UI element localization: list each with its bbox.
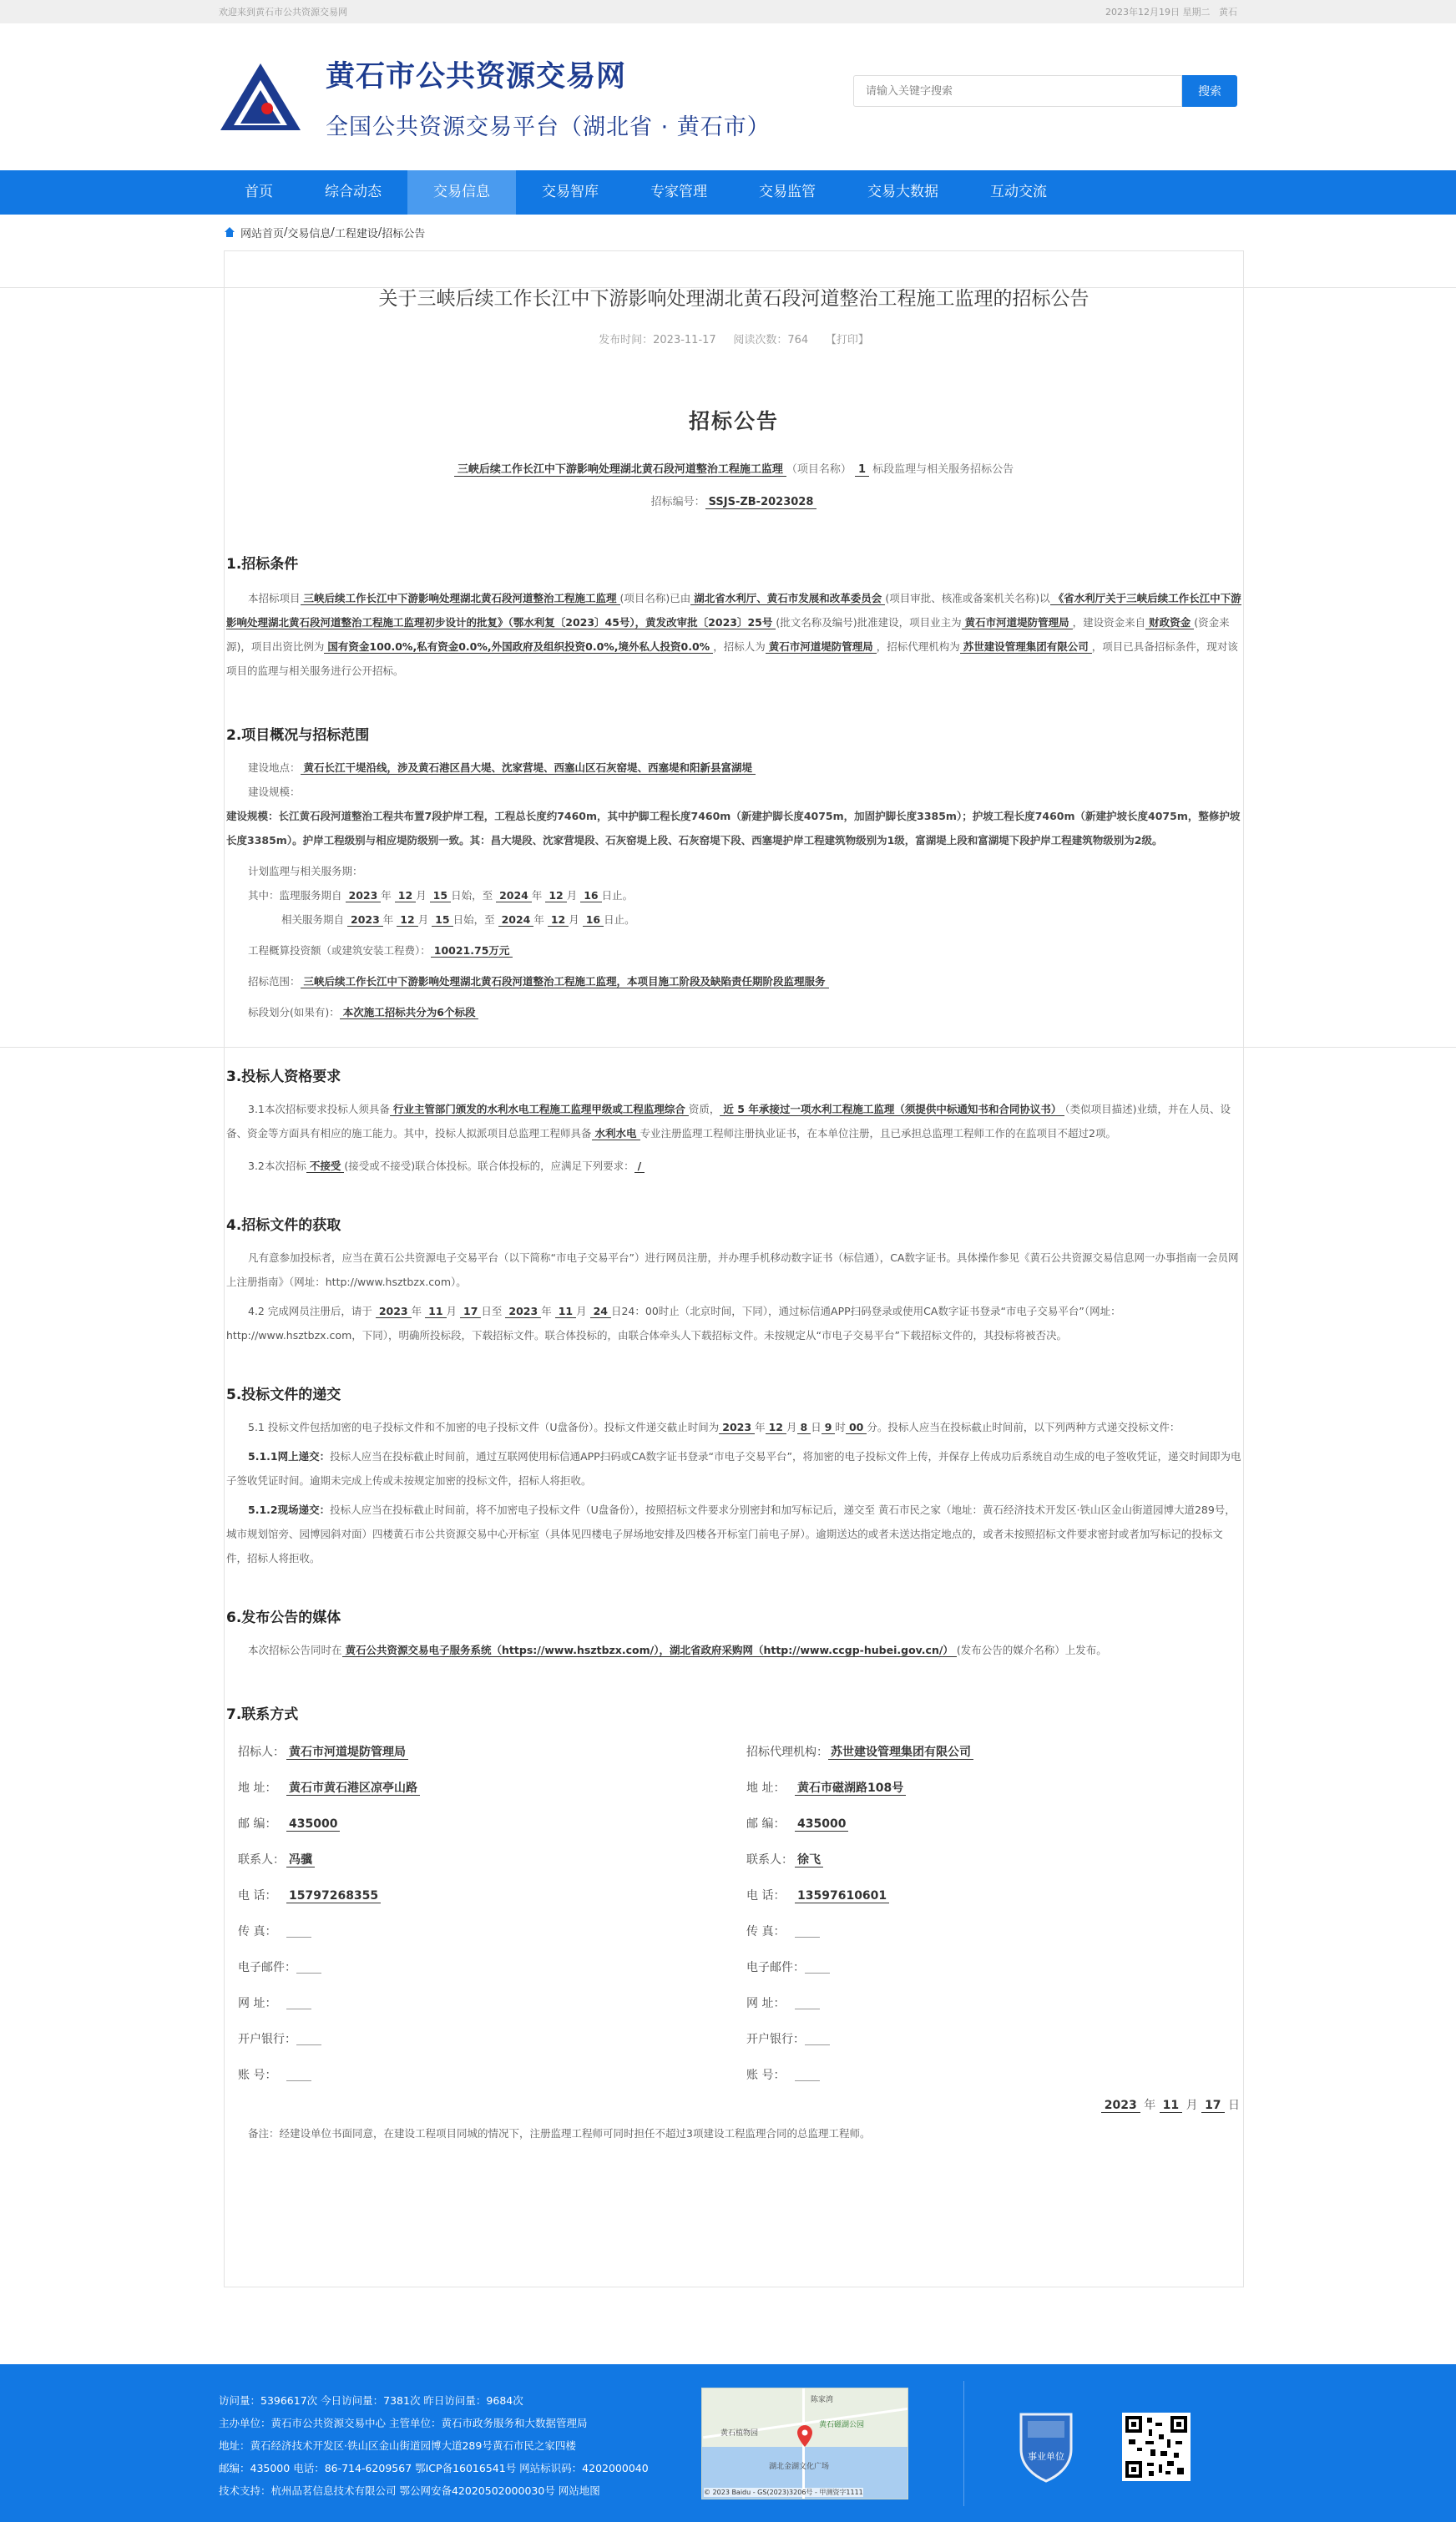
contact-row bbox=[746, 1771, 1243, 1807]
day: 17 bbox=[1201, 2099, 1224, 2113]
publish-date: 2023-11-17 bbox=[653, 334, 716, 346]
site-value: 黄石长江干堤沿线，涉及黄石港区昌大堤、沈家营堤、西塞山区石灰窑堤、西塞堤和阳新县富湖堤 bbox=[301, 761, 756, 775]
search-input[interactable] bbox=[853, 75, 1182, 107]
text: (批文名称及编号)批准建设，项目业主为 bbox=[776, 616, 962, 629]
text: 专业注册监理工程师注册执业证书，在本单位注册，且已承担总监理工程师工作的在监项目不超过2项。 bbox=[640, 1127, 1116, 1140]
contact-row bbox=[238, 1878, 735, 1914]
nav-item-think-tank[interactable]: 交易智库 bbox=[542, 184, 599, 200]
text: 投标人应当在投标截止时间前，通过互联网使用标信通APP扫码或CA数字证书登录“市电子交易平台”，将加密的电子投标文件上传，并保存上传成功后系统自动生成的电子签收凭证，递交时间即为电子签收凭证时间。逾期未完成上传或未按规定加密的投标文件，招标人将拒收。 bbox=[226, 1450, 1241, 1487]
footer-organizer: 主办单位：黄石市公共资源交易中心 主管单位：黄石市政务服务和大数据管理局 bbox=[219, 2417, 588, 2429]
contact-label: 传 真： bbox=[238, 1925, 277, 1938]
section-5 bbox=[225, 1382, 1243, 1570]
contact-label: 招标代理机构： bbox=[746, 1746, 828, 1759]
contact-row bbox=[238, 2058, 735, 2094]
contact-label: 招标人： bbox=[238, 1746, 285, 1759]
text: 本次招标公告同时在 bbox=[248, 1644, 342, 1656]
contact-label: 联系人： bbox=[238, 1853, 285, 1867]
month: 12 bbox=[397, 913, 417, 927]
contact-blank bbox=[286, 2070, 311, 2081]
day: 15 bbox=[432, 913, 452, 927]
qualification-2 bbox=[226, 1154, 1243, 1178]
contact-row bbox=[238, 1986, 735, 2022]
top-date bbox=[1105, 5, 1237, 18]
tender-code: SSJS-ZB-2023028 bbox=[705, 496, 817, 509]
emblem-text: 事业单位 bbox=[1028, 2451, 1064, 2462]
day: 24 bbox=[590, 1305, 611, 1318]
contact-blank bbox=[795, 1998, 820, 2009]
contact-label: 电子邮件： bbox=[746, 1961, 805, 1974]
search-button[interactable]: 搜索 bbox=[1182, 75, 1237, 107]
tenderer-contact bbox=[226, 1735, 735, 2094]
contact-label: 电子邮件： bbox=[238, 1961, 296, 1974]
nav-item-trading-info[interactable]: 交易信息 bbox=[407, 170, 516, 215]
text: ，招标人为 bbox=[713, 640, 766, 653]
fund-ratio: 国有资金100.0%,私有资金0.0%,外国政府及组织投资0.0%,境外私人投资0.0% bbox=[324, 640, 713, 654]
section-title: 3.投标人资格要求 bbox=[226, 1069, 341, 1085]
year: 2023 bbox=[505, 1305, 541, 1318]
contact-row bbox=[746, 2022, 1243, 2058]
nav-item-interaction[interactable]: 互动交流 bbox=[990, 184, 1047, 200]
qualification-1 bbox=[226, 1097, 1243, 1145]
contact-row bbox=[746, 1950, 1243, 1986]
contact-label: 传 真： bbox=[746, 1925, 786, 1938]
contact-row bbox=[238, 1771, 735, 1807]
fund-source: 财政资金 bbox=[1145, 616, 1194, 629]
submit-para-2 bbox=[226, 1444, 1243, 1493]
section-title: 2.项目概况与招标范围 bbox=[226, 727, 370, 744]
city-text: 黄石 bbox=[1219, 7, 1237, 18]
views-label: 阅读次数： bbox=[733, 334, 788, 346]
section-title: 1.招标条件 bbox=[226, 556, 299, 573]
year: 2023 bbox=[719, 1421, 755, 1434]
day: 15 bbox=[430, 889, 451, 902]
footer-visits: 访问量：5396617次 今日访问量：7381次 昨日访问量：9684次 bbox=[219, 2394, 523, 2407]
breadcrumb-tender-notice[interactable]: 招标公告 bbox=[382, 227, 426, 240]
label: 5.1.1网上递交： bbox=[248, 1450, 331, 1463]
contact-row bbox=[746, 1878, 1243, 1914]
contact-label: 网 址： bbox=[746, 1997, 786, 2010]
qr-code bbox=[1122, 2413, 1191, 2481]
year: 2024 bbox=[498, 913, 534, 927]
section-title: 7.联系方式 bbox=[226, 1706, 299, 1723]
contact-grid bbox=[226, 1735, 1243, 2094]
year: 2023 bbox=[347, 913, 383, 927]
code-label: 招标编号： bbox=[650, 496, 705, 508]
day: 16 bbox=[583, 913, 604, 927]
site-subtitle: 全国公共资源交易平台（湖北省 · 黄石市） bbox=[326, 114, 771, 140]
contact-row bbox=[238, 1735, 735, 1771]
project-name: 三峡后续工作长江中下游影响处理湖北黄石段河道整治工程施工监理 bbox=[454, 463, 786, 477]
footer-support: 技术支持：杭州品茗信息技术有限公司 鄂公网安备42020502000030号 网站地图 bbox=[219, 2484, 600, 2497]
nav-item-experts[interactable]: 专家管理 bbox=[650, 184, 707, 200]
contact-label: 联系人： bbox=[746, 1853, 793, 1867]
text: 5.1 投标文件包括加密的电子投标文件和不加密的电子投标文件（U盘备份）。投标文件递交截止时间为 bbox=[248, 1421, 720, 1433]
contact-label: 开户银行： bbox=[238, 2033, 296, 2046]
contact-label: 账 号： bbox=[238, 2069, 277, 2082]
notice-date: 2023 年 11 月 17 日 bbox=[226, 2094, 1243, 2118]
consortium-accept: 不接受 bbox=[306, 1160, 345, 1173]
contact-value: 冯骥 bbox=[286, 1853, 315, 1867]
site-line bbox=[226, 756, 1243, 780]
label: 招标范围： bbox=[248, 975, 301, 988]
contact-value: 435000 bbox=[286, 1817, 340, 1832]
year: 2023 bbox=[1101, 2099, 1140, 2113]
contact-blank bbox=[286, 1926, 311, 1938]
text: (资金来源)，项目出资比例为 bbox=[226, 616, 1230, 653]
contact-row bbox=[238, 1842, 735, 1878]
contact-blank bbox=[296, 2034, 321, 2045]
section-4 bbox=[225, 1213, 1243, 1347]
month: 12 bbox=[395, 889, 416, 902]
map-pin-icon bbox=[797, 2425, 812, 2447]
label: 5.1.2现场递交： bbox=[248, 1504, 331, 1516]
contact-row bbox=[746, 1842, 1243, 1878]
contact-label: 账 号： bbox=[746, 2069, 786, 2082]
section-title: 5.投标文件的递交 bbox=[226, 1387, 341, 1403]
site-footer bbox=[0, 2364, 1456, 2522]
contact-value: 黄石市河道堤防管理局 bbox=[286, 1746, 408, 1760]
estimate-value: 10021.75万元 bbox=[431, 944, 513, 958]
section-1 bbox=[225, 552, 1243, 683]
contact-row bbox=[238, 1914, 735, 1950]
nav-item-big-data[interactable]: 交易大数据 bbox=[867, 184, 938, 200]
lots-value: 本次施工招标共分为6个标段 bbox=[340, 1006, 479, 1019]
contact-row bbox=[746, 1807, 1243, 1842]
media-para bbox=[226, 1638, 1243, 1662]
text: ，建设资金来自 bbox=[1072, 616, 1146, 629]
note: 备注：经建设单位书面同意，在建设工程项目同城的情况下，注册监理工程师可同时担任不超过3项建设工程监理合同的总监理工程师。 bbox=[248, 2127, 871, 2140]
footer-contact: 邮编：435000 电话：86-714-6209567 鄂ICP备16016541号 网站标识码：4202000040 bbox=[219, 2462, 649, 2474]
contact-blank bbox=[296, 1962, 321, 1974]
site-logo-icon[interactable] bbox=[219, 62, 302, 132]
major: 水利水电 bbox=[592, 1127, 640, 1140]
contact-row bbox=[746, 1735, 1243, 1771]
contact-row bbox=[238, 1807, 735, 1842]
tender-code-line bbox=[225, 493, 1243, 508]
month: 12 bbox=[545, 889, 566, 902]
contact-label: 开户银行： bbox=[746, 2033, 805, 2046]
text: (发布公告的媒介名称）上发布。 bbox=[956, 1644, 1107, 1656]
day: 8 bbox=[797, 1421, 811, 1434]
article-title: 关于三峡后续工作长江中下游影响处理湖北黄石段河道整治工程施工监理的招标公告 bbox=[378, 288, 1089, 310]
text: 相关服务期自 bbox=[281, 913, 345, 926]
nav-item-news[interactable]: 综合动态 bbox=[325, 184, 382, 200]
contact-value: 435000 bbox=[795, 1817, 848, 1832]
section-7 bbox=[225, 1702, 1243, 2145]
contact-row bbox=[746, 2058, 1243, 2094]
experience: 近 5 年承接过一项水利工程施工监理（须提供中标通知书和合同协议书） bbox=[720, 1103, 1064, 1116]
contact-row bbox=[746, 1914, 1243, 1950]
agent: 苏世建设管理集团有限公司 bbox=[960, 640, 1092, 654]
project-name: 三峡后续工作长江中下游影响处理湖北黄石段河道整治工程施工监理 bbox=[301, 592, 620, 605]
contact-row bbox=[238, 2022, 735, 2058]
project-name-suffix: （项目名称） bbox=[786, 463, 852, 476]
contact-label: 地 址： bbox=[238, 1782, 277, 1795]
map-label: 湖北金湖文化广场 bbox=[769, 2463, 830, 2471]
estimate-line bbox=[226, 938, 1243, 963]
project-name-line bbox=[225, 460, 1243, 476]
scope-line bbox=[226, 969, 1243, 993]
scope-value: 三峡后续工作长江中下游影响处理湖北黄石段河道整治工程施工监理，本项目施工阶段及缺陷责任期阶段监理服务 bbox=[301, 975, 829, 988]
contact-label: 网 址： bbox=[238, 1997, 277, 2010]
contact-label: 电 话： bbox=[746, 1889, 786, 1903]
lots-line bbox=[226, 1000, 1243, 1024]
contact-value: 黄石市黄石港区凉亭山路 bbox=[286, 1782, 420, 1796]
scale-text: 建设规模：长江黄石段河道整治工程共布置7段护岸工程，工程总长度约7460m，其中护脚工程长度7460m（新建护脚长度4075m，加固护脚长度3385m）；护坡工程长度7460m（新建护坡长度4075m，整修护坡长度3385m）。护岸工程级别与相应堤防级别一致。其：昌大堤段、沈家营堤段、石灰窑堤上段、石灰窑堤下段、西塞堤护岸工程建筑物级别为1级，富湖堤上段和富湖堤下段护岸工程建筑物级别为2级。 bbox=[226, 810, 1241, 847]
month: 12 bbox=[548, 913, 569, 927]
contact-row bbox=[746, 1986, 1243, 2022]
text: (项目名称)已由 bbox=[619, 592, 691, 604]
breadcrumb-sep: / bbox=[377, 225, 382, 239]
tenderer: 黄石市河道堤防管理局 bbox=[766, 640, 877, 654]
agent-contact bbox=[735, 1735, 1243, 2094]
main-nav bbox=[0, 170, 1456, 215]
date-text: 2023年12月19日 星期二 bbox=[1105, 7, 1211, 18]
nav-item-home[interactable]: 首页 bbox=[245, 184, 273, 200]
contact-value: 13597610601 bbox=[795, 1889, 889, 1903]
media-names: 黄石公共资源交易电子服务系统（https://www.hsztbzx.com/），湖北省政府采购网（http://www.ccgp-hubei.gov.cn/） bbox=[342, 1644, 957, 1657]
text: 投标人应当在投标截止时间前，将不加密电子投标文件（U盘备份），按照招标文件要求分别密封和加写标记后，递交至 黄石市民之家（地址：黄石经济技术开发区·铁山区金山街道园博大道289号，城市规划馆旁、园博园斜对面）四楼黄石市公共资源交易中心开标室（具体见四楼电子屏场地安排及四楼各开标室门前电子屏）。逾期送达的或者未送达指定地点的，或者未按照招标文件要求密封或者加写标记的投标文件，招标人将拒收。 bbox=[226, 1504, 1236, 1564]
contact-blank bbox=[795, 2070, 820, 2081]
map-label: 黄石磁湖公园 bbox=[819, 2421, 865, 2429]
home-icon bbox=[224, 226, 235, 238]
minute: 00 bbox=[846, 1421, 867, 1434]
contact-blank bbox=[805, 2034, 830, 2045]
contact-label: 邮 编： bbox=[746, 1817, 786, 1831]
nav-item-supervision[interactable]: 交易监管 bbox=[759, 184, 816, 200]
submit-para-1: 5.1 投标文件包括加密的电子投标文件和不加密的电子投标文件（U盘备份）。投标文件递交截止时间为 2023 年 12 月 8 日 9 时 00 分。投标人应当在投标截止时间前，以下列两种方式递交投标文件： bbox=[248, 1421, 1180, 1433]
lot-count: 1 bbox=[855, 463, 869, 477]
contact-value: 黄石市磁湖路108号 bbox=[795, 1782, 906, 1796]
text: (项目审批、核准或备案机关名称)以 bbox=[885, 592, 1050, 604]
text: 本招标项目 bbox=[248, 592, 301, 604]
label: 建设地点： bbox=[248, 761, 301, 774]
text: 分。投标人应当在投标截止时间前，以下列两种方式递交投标文件： bbox=[867, 1421, 1180, 1433]
text: 3.1本次招标要求投标人须具备 bbox=[248, 1103, 390, 1115]
public-institution-emblem-icon[interactable] bbox=[1016, 2408, 1076, 2483]
site-header bbox=[0, 23, 1456, 170]
welcome-text: 欢迎来到黄石市公共资源交易网 bbox=[219, 7, 347, 18]
period-1: 其中：监理服务期自 2023 年 12 月 15 日始，至 2024 年 12 月 16 日止。 bbox=[248, 889, 634, 902]
search-bar bbox=[853, 75, 1237, 107]
qualification: 行业主管部门颁发的水利水电工程施工监理甲级或工程监理综合 bbox=[390, 1103, 689, 1116]
month: 11 bbox=[1160, 2099, 1182, 2113]
approver: 湖北省水利厅、黄石市发展和改革委员会 bbox=[690, 592, 885, 605]
text: 其中：监理服务期自 bbox=[248, 889, 342, 902]
site-title: 黄石市公共资源交易网 bbox=[326, 59, 627, 94]
day: 17 bbox=[460, 1305, 481, 1318]
qr-code-icon bbox=[1125, 2416, 1187, 2478]
scale-label: 建设规模： bbox=[248, 786, 301, 798]
period-2: 相关服务期自 2023 年 12 月 15 日始，至 2024 年 12 月 16 日止。 bbox=[281, 913, 635, 926]
text: 资质， bbox=[688, 1103, 720, 1115]
text: 日24：00时止（北京时间，下同），通过标信通APP扫码登录或使用CA数字证书登录“市电子交易平台”（网址：http://www.hsztbzx.com，下同），明确所投标段，下载招标文件。联合体投标的，由联合体牵头人下载招标文件。未按规定从“市电子交易平台”下载招标文件的，其投标将被否决。 bbox=[226, 1305, 1121, 1342]
doc-heading: 招标公告 bbox=[688, 409, 779, 433]
period-label: 计划监理与相关服务期： bbox=[248, 865, 363, 877]
approval-doc: 《省水利厅关于三峡后续工作长江中下游影响处理湖北黄石段河道整治工程施工监理初步设计的批复》（鄂水利复〔2023〕45号），黄发改审批〔2023〕25号 bbox=[226, 592, 1241, 629]
text: ，招标代理机构为 bbox=[876, 640, 960, 653]
contact-label: 电 话： bbox=[238, 1889, 277, 1903]
text: ，项目已具备招标条件，现对该项目的监理与相关服务进行公开招标。 bbox=[226, 640, 1238, 677]
year: 2023 bbox=[346, 889, 382, 902]
text: 3.2本次招标 bbox=[248, 1160, 306, 1172]
month: 11 bbox=[555, 1305, 576, 1318]
text: （类似项目描述)业绩，并在人员、设备、资金等方面具有相应的施工能力。其中，投标人拟派项目总监理工程师具备 bbox=[226, 1103, 1231, 1140]
contact-blank bbox=[286, 1998, 311, 2009]
label: 工程概算投资额（或建筑安装工程费）： bbox=[248, 944, 431, 957]
article-meta bbox=[225, 331, 1243, 346]
contact-label: 地 址： bbox=[746, 1782, 786, 1795]
section-1-text bbox=[226, 586, 1243, 683]
breadcrumb-construction[interactable]: 工程建设 bbox=[334, 227, 378, 240]
location-map[interactable] bbox=[701, 2388, 908, 2499]
contact-blank bbox=[805, 1962, 830, 1974]
submit-para-3 bbox=[226, 1498, 1243, 1570]
label: 标段划分(如果有)： bbox=[248, 1006, 340, 1018]
footer-info bbox=[219, 2389, 649, 2502]
contact-label: 邮 编： bbox=[238, 1817, 277, 1831]
obtain-para-2: 4.2 完成网员注册后，请于 2023 年 11 月 17 日至 2023 年 11 月 24 日24：00时止（北京时间，下同），通过标信通APP扫码登录或使用CA数字证书登录“市电子交易平台”（网址：http://www.hsztbzx.com，下同），明确所投标段，下载招标文件。联合体投标的，由联合体牵头人下载招标文件。未按规定从“市电子交易平台”下载招标文件的，其投标将被否决。 bbox=[226, 1305, 1121, 1342]
day: 16 bbox=[580, 889, 601, 902]
section-title: 4.招标文件的获取 bbox=[226, 1217, 341, 1234]
section-title: 6.发布公告的媒体 bbox=[226, 1610, 341, 1626]
top-bar bbox=[0, 0, 1456, 23]
hour: 9 bbox=[822, 1421, 836, 1434]
month: 11 bbox=[425, 1305, 446, 1318]
breadcrumb-sep: / bbox=[331, 225, 335, 239]
map-credit: © 2023 Baidu - GS(2023)3206号 - 甲测资字1111 bbox=[704, 2489, 863, 2496]
project-owner: 黄石市河道堤防管理局 bbox=[962, 616, 1073, 629]
publish-label: 发布时间： bbox=[599, 334, 654, 346]
contact-blank bbox=[795, 1926, 820, 1938]
text: 4.2 完成网员注册后，请于 bbox=[248, 1305, 372, 1317]
contact-value: 徐飞 bbox=[795, 1853, 823, 1867]
map-label: 陈家湾 bbox=[811, 2396, 834, 2404]
footer-divider bbox=[963, 2381, 964, 2506]
contact-row bbox=[238, 1950, 735, 1986]
contact-value: 15797268355 bbox=[286, 1889, 381, 1903]
breadcrumb bbox=[219, 215, 1237, 250]
footer-address: 地址：黄石经济技术开发区·铁山区金山街道园博大道289号黄石市民之家四楼 bbox=[219, 2439, 576, 2452]
views-count: 764 bbox=[787, 334, 809, 346]
breadcrumb-trading-info[interactable]: 交易信息 bbox=[287, 227, 331, 240]
text: (接受或不接受)联合体投标。联合体投标的，应满足下列要求： bbox=[344, 1160, 634, 1172]
section-2 bbox=[225, 723, 1243, 1024]
year: 2023 bbox=[376, 1305, 412, 1318]
contact-value: 苏世建设管理集团有限公司 bbox=[828, 1746, 973, 1760]
section-3 bbox=[225, 1064, 1243, 1178]
section-6 bbox=[225, 1605, 1243, 1662]
breadcrumb-home[interactable]: 网站首页 bbox=[240, 227, 285, 240]
lot-suffix: 标段监理与相关服务招标公告 bbox=[872, 463, 1014, 476]
year: 2024 bbox=[496, 889, 532, 902]
map-label: 黄石植物园 bbox=[720, 2429, 759, 2438]
month: 12 bbox=[766, 1421, 786, 1434]
article-container bbox=[224, 250, 1244, 2287]
print-link[interactable]: 【打印】 bbox=[825, 334, 869, 346]
breadcrumb-sep: / bbox=[284, 225, 288, 239]
obtain-para-1: 凡有意参加投标者，应当在黄石公共资源电子交易平台（以下简称“市电子交易平台”）进行网员注册，并办理手机移动数字证书（标信通），CA数字证书。具体操作参见《黄石公共资源交易信息网一办事指南一会员网上注册指南》（网址：http://www.hsztbzx.com）。 bbox=[226, 1251, 1239, 1288]
consortium-req: / bbox=[634, 1160, 645, 1173]
